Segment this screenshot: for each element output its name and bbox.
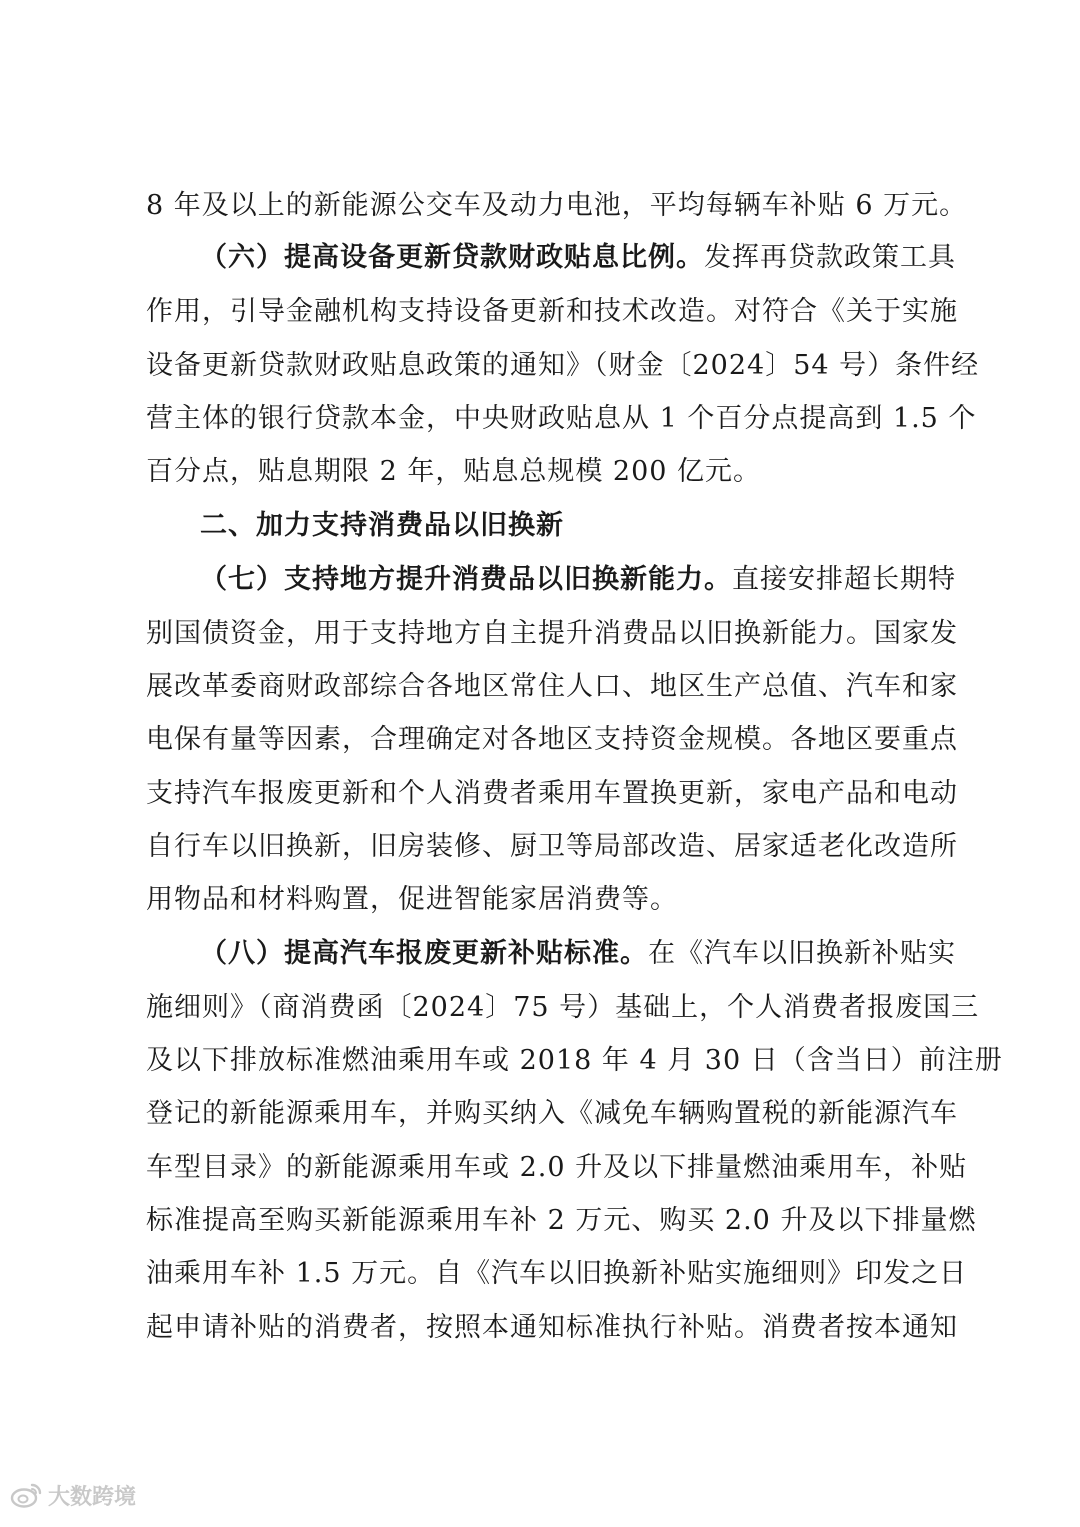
paragraph-text: 发挥再贷款政策工具	[704, 242, 956, 273]
paragraph-line: 自行车以旧换新，旧房装修、厨卫等局部改造、居家适老化改造所	[146, 831, 958, 862]
paragraph-line: 用物品和材料购置，促进智能家居消费等。	[146, 884, 678, 915]
section-heading: 二、加力支持消费品以旧换新	[200, 510, 564, 541]
paragraph-line: 及以下排放标准燃油乘用车或 2018 年 4 月 30 日（含当日）前注册	[146, 1045, 1003, 1076]
weibo-icon	[10, 1481, 44, 1509]
paragraph-line: 作用，引导金融机构支持设备更新和技术改造。对符合《关于实施	[146, 296, 958, 327]
paragraph-text: 在《汽车以旧换新补贴实	[648, 938, 956, 969]
paragraph-line: 车型目录》的新能源乘用车或 2.0 升及以下排量燃油乘用车，补贴	[146, 1152, 968, 1183]
paragraph-line: 8 年及以上的新能源公交车及动力电池，平均每辆车补贴 6 万元。	[146, 190, 968, 221]
item-heading: （七）支持地方提升消费品以旧换新能力。	[200, 564, 732, 595]
paragraph-line: 展改革委商财政部综合各地区常住人口、地区生产总值、汽车和家	[146, 671, 958, 702]
paragraph-line: 油乘用车补 1.5 万元。自《汽车以旧换新补贴实施细则》印发之日	[146, 1258, 968, 1289]
paragraph-line: 支持汽车报废更新和个人消费者乘用车置换更新，家电产品和电动	[146, 778, 958, 809]
paragraph-line: 别国债资金，用于支持地方自主提升消费品以旧换新能力。国家发	[146, 618, 958, 649]
item-heading: （六）提高设备更新贷款财政贴息比例。	[200, 242, 704, 273]
paragraph-line: 设备更新贷款财政贴息政策的通知》（财金〔2024〕54 号）条件经	[146, 350, 980, 381]
watermark	[10, 1477, 136, 1513]
paragraph-line: 百分点，贴息期限 2 年，贴息总规模 200 亿元。	[146, 456, 762, 487]
paragraph-line	[200, 236, 956, 280]
paragraph-line	[200, 558, 956, 602]
paragraph-line	[200, 932, 956, 976]
paragraph-line: 电保有量等因素，合理确定对各地区支持资金规模。各地区要重点	[146, 724, 958, 755]
item-heading: （八）提高汽车报废更新补贴标准。	[200, 938, 648, 969]
paragraph-line: 营主体的银行贷款本金，中央财政贴息从 1 个百分点提高到 1.5 个	[146, 403, 977, 434]
paragraph-line: 标准提高至购买新能源乘用车补 2 万元、购买 2.0 升及以下排量燃	[146, 1205, 977, 1236]
watermark-text: 大数跨境	[48, 1484, 137, 1510]
paragraph-line: 施细则》（商消费函〔2024〕75 号）基础上，个人消费者报废国三	[146, 992, 980, 1023]
paragraph-line: 登记的新能源乘用车，并购买纳入《减免车辆购置税的新能源汽车	[146, 1098, 958, 1129]
paragraph-line: 起申请补贴的消费者，按照本通知标准执行补贴。消费者按本通知	[146, 1312, 958, 1343]
paragraph-text: 直接安排超长期特	[732, 564, 956, 595]
